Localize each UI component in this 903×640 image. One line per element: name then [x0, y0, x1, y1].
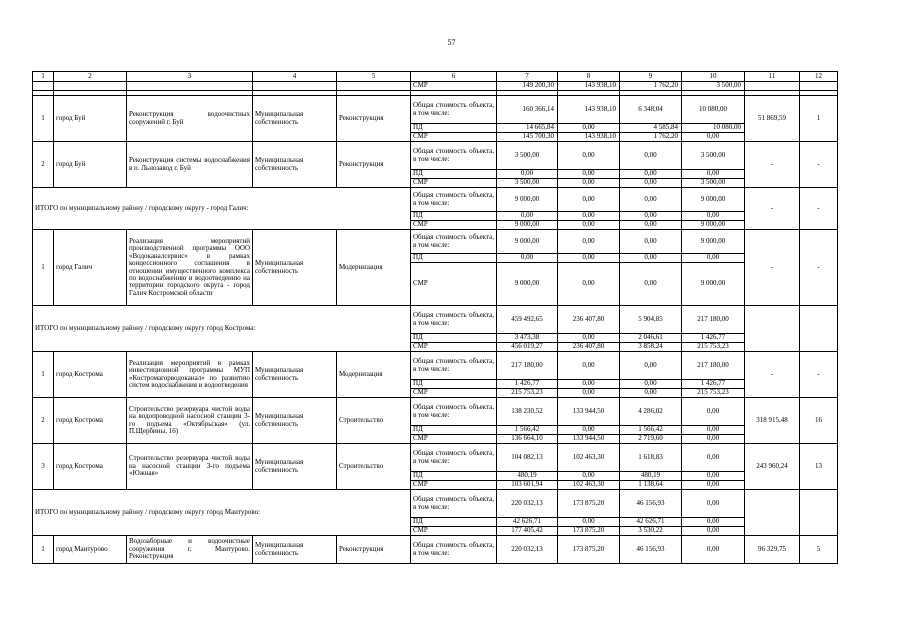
value-cell: 13 [800, 444, 838, 490]
value-cell: 51 869,59 [745, 96, 800, 142]
header-cell: 10 [682, 72, 745, 82]
row-number: 1 [33, 352, 54, 398]
value-cell: 138 230,52 [497, 398, 558, 426]
value-cell: 0,00 [620, 263, 682, 306]
header-cell: 4 [253, 72, 337, 82]
value-cell: 236 407,80 [558, 343, 620, 352]
row-number: 2 [33, 398, 54, 444]
row-label: Общая стоимость объекта, в том числе: [411, 352, 497, 380]
value-cell: - [800, 352, 838, 398]
value-cell: 3 530,22 [620, 527, 682, 536]
value-cell: 173 875,20 [558, 490, 620, 518]
value-cell: 4 286,02 [620, 398, 682, 426]
object-name: Реализация мероприятий в рамках инвестиционной программы МУП «Костромагорводоканал» по развитию систем водоснабжения и водоотведения [127, 352, 253, 398]
value-cell: 0,00 [558, 230, 620, 254]
value-cell: 9 000,00 [497, 221, 558, 230]
value-cell: 0,00 [558, 212, 620, 221]
table-row [33, 536, 838, 564]
value-cell: 0,00 [682, 170, 745, 179]
value-cell: 0,00 [558, 518, 620, 527]
row-number: 1 [33, 96, 54, 142]
object-name: Реализация мероприятий производственной программы ООО «Водоканалсервис» в рамках концессионного соглашения в отношении имущественного комплекса по водоснабжению и водоотведению на территории городского округа - город Галич Костромской области [127, 230, 253, 306]
page-number: 57 [447, 38, 456, 47]
value-cell: 459 492,65 [497, 306, 558, 334]
value-cell: 236 407,80 [558, 306, 620, 334]
table-row [33, 230, 838, 254]
value-cell: 3 500,00 [497, 179, 558, 188]
value-cell: 0,00 [682, 212, 745, 221]
value-cell: 143 938,10 [558, 82, 620, 91]
value-cell: 0,00 [682, 490, 745, 518]
value-cell: 0,00 [620, 352, 682, 380]
value-cell: 0,00 [497, 212, 558, 221]
value-cell: - [745, 188, 800, 230]
row-label: СМР [411, 263, 497, 306]
row-label: СМР [411, 343, 497, 352]
value-cell: 0,00 [558, 352, 620, 380]
row-label: СМР [411, 221, 497, 230]
subtotal-title: ИТОГО по муниципальному району / городскому округу город Мантурово: [33, 490, 411, 536]
row-label: ПД [411, 170, 497, 179]
value-cell: 215 753,23 [497, 389, 558, 398]
row-label: Общая стоимость объекта, в том числе: [411, 306, 497, 334]
value-cell: 456 019,27 [497, 343, 558, 352]
row-label: ПД [411, 380, 497, 389]
value-cell: 0,00 [620, 179, 682, 188]
value-cell: 0,00 [682, 133, 745, 142]
value-cell: 217 180,00 [682, 306, 745, 334]
value-cell: 1 566,42 [497, 426, 558, 435]
value-cell: 10 080,00 [682, 124, 745, 133]
header-cell: 6 [411, 72, 497, 82]
value-cell: 160 366,14 [497, 96, 558, 124]
value-cell: 1 762,20 [620, 82, 682, 91]
row-label: Общая стоимость объекта, в том числе: [411, 188, 497, 212]
value-cell: 0,00 [682, 426, 745, 435]
table-row [33, 398, 838, 426]
header-cell: 11 [745, 72, 800, 82]
value-cell: 46 156,93 [620, 490, 682, 518]
header-row [33, 72, 838, 82]
value-cell: 480,19 [620, 472, 682, 481]
value-cell: 0,00 [682, 444, 745, 472]
value-cell: 0,00 [558, 334, 620, 343]
value-cell: 1 426,77 [682, 380, 745, 389]
value-cell: 3 473,38 [497, 334, 558, 343]
value-cell: 217 180,00 [682, 352, 745, 380]
row-number: 2 [33, 142, 54, 188]
value-cell: - [800, 188, 838, 230]
value-cell: 2 046,61 [620, 334, 682, 343]
subtotal-row [33, 306, 838, 334]
row-label: ПД [411, 212, 497, 221]
header-cell: 9 [620, 72, 682, 82]
value-cell: 0,00 [682, 481, 745, 490]
value-cell: 3 500,00 [497, 142, 558, 170]
value-cell: 2 719,60 [620, 435, 682, 444]
value-cell: 220 032,13 [497, 536, 558, 564]
value-cell: 173 875,20 [558, 536, 620, 564]
investment-table [32, 71, 838, 564]
value-cell: 220 032,13 [497, 490, 558, 518]
object-name: Водозаборные и водоочистные сооружения г. Мантурово. Реконструкция [127, 536, 253, 564]
value-cell: 4 585,84 [620, 124, 682, 133]
value-cell: 136 664,10 [497, 435, 558, 444]
value-cell: 149 200,30 [497, 82, 558, 91]
value-cell: 0,00 [620, 212, 682, 221]
subtotal-title: ИТОГО по муниципальному району / городскому округу - город Галич: [33, 188, 411, 230]
value-cell: 46 156,93 [620, 536, 682, 564]
value-cell: 0,00 [620, 230, 682, 254]
value-cell: 133 944,50 [558, 435, 620, 444]
value-cell: 0,00 [558, 188, 620, 212]
value-cell: 0,00 [558, 179, 620, 188]
value-cell: 0,00 [682, 518, 745, 527]
value-cell: 96 329,75 [745, 536, 800, 564]
value-cell: 104 082,13 [497, 444, 558, 472]
work-type: Реконструкция [337, 536, 411, 564]
value-cell: 1 762,20 [620, 133, 682, 142]
work-type: Модернизация [337, 352, 411, 398]
row-number: 1 [33, 230, 54, 306]
value-cell: 14 665,84 [497, 124, 558, 133]
value-cell: 0,00 [682, 536, 745, 564]
value-cell: 1 426,77 [497, 380, 558, 389]
work-type: Строительство [337, 444, 411, 490]
value-cell: 0,00 [497, 254, 558, 263]
value-cell: 173 875,20 [558, 527, 620, 536]
value-cell: 9 000,00 [682, 188, 745, 212]
value-cell: 143 938,10 [558, 133, 620, 142]
city-cell: город Буй [54, 96, 127, 142]
header-cell: 1 [33, 72, 54, 82]
value-cell: 1 [800, 96, 838, 142]
ownership-cell: Муниципальная собственность [253, 398, 337, 444]
header-cell: 2 [54, 72, 127, 82]
value-cell: - [745, 142, 800, 188]
value-cell: 9 000,00 [497, 188, 558, 212]
row-label: ПД [411, 124, 497, 133]
value-cell: 10 080,00 [682, 96, 745, 124]
value-cell: 9 000,00 [682, 263, 745, 306]
row-label: СМР [411, 389, 497, 398]
header-cell: 7 [497, 72, 558, 82]
row-label: СМР [411, 133, 497, 142]
table-row [33, 82, 838, 91]
subtotal-row [33, 188, 838, 212]
value-cell: 9 000,00 [497, 263, 558, 306]
work-type: Модернизация [337, 230, 411, 306]
value-cell: - [745, 230, 800, 306]
value-cell: 5 904,85 [620, 306, 682, 334]
value-cell: 0,00 [558, 380, 620, 389]
value-cell: 0,00 [558, 142, 620, 170]
row-label: ПД [411, 254, 497, 263]
row-label: Общая стоимость объекта, в том числе: [411, 398, 497, 426]
city-cell: город Кострома [54, 444, 127, 490]
value-cell: 3 858,24 [620, 343, 682, 352]
row-label: Общая стоимость объекта, в том числе: [411, 444, 497, 472]
value-cell: - [745, 352, 800, 398]
row-label: Общая стоимость объекта, в том числе: [411, 490, 497, 518]
value-cell: 6 348,04 [620, 96, 682, 124]
ownership-cell: Муниципальная собственность [253, 230, 337, 306]
value-cell: 103 601,94 [497, 481, 558, 490]
value-cell: 133 944,50 [558, 398, 620, 426]
value-cell: 102 463,30 [558, 481, 620, 490]
value-cell: 9 000,00 [497, 230, 558, 254]
value-cell: 145 700,30 [497, 133, 558, 142]
value-cell: - [800, 230, 838, 306]
value-cell: 0,00 [558, 472, 620, 481]
city-cell: город Буй [54, 142, 127, 188]
value-cell: 143 938,10 [558, 96, 620, 124]
work-type: Реконструкция [337, 96, 411, 142]
value-cell: 0,00 [558, 389, 620, 398]
value-cell: 177 405,42 [497, 527, 558, 536]
value-cell: 0,00 [620, 142, 682, 170]
work-type: Строительство [337, 398, 411, 444]
object-name: Реконструкция системы водоснабжения в п. Льнозавод г. Буй [127, 142, 253, 188]
value-cell: 215 753,23 [682, 343, 745, 352]
value-cell: 0,00 [682, 254, 745, 263]
object-name: Строительство резервуара чистой воды на водопроводной насосной станции 3-го подъема «Октябрьская» (ул. П.Щербины, 16) [127, 398, 253, 444]
value-cell: 1 138,64 [620, 481, 682, 490]
value-cell: 0,00 [620, 380, 682, 389]
table-row [33, 142, 838, 170]
object-name: Реконструкция водоочистных сооружений г. Буй [127, 96, 253, 142]
value-cell: 0,00 [558, 221, 620, 230]
value-cell: 9 000,00 [682, 230, 745, 254]
row-label: ПД [411, 426, 497, 435]
row-label: Общая стоимость объекта, в том числе: [411, 96, 497, 124]
value-cell: 0,00 [620, 389, 682, 398]
value-cell: 0,00 [620, 221, 682, 230]
header-cell: 3 [127, 72, 253, 82]
ownership-cell: Муниципальная собственность [253, 536, 337, 564]
value-cell: 0,00 [682, 435, 745, 444]
value-cell: 0,00 [620, 254, 682, 263]
value-cell: 0,00 [558, 263, 620, 306]
value-cell: 42 626,71 [620, 518, 682, 527]
value-cell: 0,00 [497, 170, 558, 179]
value-cell: 102 463,30 [558, 444, 620, 472]
value-cell: 0,00 [682, 472, 745, 481]
ownership-cell: Муниципальная собственность [253, 96, 337, 142]
table-row [33, 352, 838, 380]
row-label: СМР [411, 179, 497, 188]
value-cell: 1 566,42 [620, 426, 682, 435]
value-cell: 217 180,00 [497, 352, 558, 380]
row-label: СМР [411, 82, 497, 91]
city-cell: город Кострома [54, 352, 127, 398]
ownership-cell: Муниципальная собственность [253, 142, 337, 188]
city-cell: город Мантурово [54, 536, 127, 564]
value-cell: 0,00 [558, 170, 620, 179]
subtotal-title: ИТОГО по муниципальному району / городскому округу город Кострома: [33, 306, 411, 352]
value-cell: 42 626,71 [497, 518, 558, 527]
header-cell: 5 [337, 72, 411, 82]
row-label: Общая стоимость объекта, в том числе: [411, 142, 497, 170]
value-cell: 0,00 [682, 527, 745, 536]
row-label: ПД [411, 334, 497, 343]
header-cell: 8 [558, 72, 620, 82]
row-label: СМР [411, 435, 497, 444]
row-number: 3 [33, 444, 54, 490]
table-row [33, 444, 838, 472]
row-label: ПД [411, 518, 497, 527]
value-cell: 3 500,00 [682, 179, 745, 188]
value-cell: 480,19 [497, 472, 558, 481]
value-cell: 3 500,00 [682, 82, 745, 91]
value-cell: 16 [800, 398, 838, 444]
header-cell: 12 [800, 72, 838, 82]
value-cell: 318 915,48 [745, 398, 800, 444]
value-cell: 5 [800, 536, 838, 564]
row-label: СМР [411, 481, 497, 490]
value-cell: 0,00 [558, 426, 620, 435]
value-cell: 0,00 [620, 188, 682, 212]
value-cell: 0,00 [682, 398, 745, 426]
ownership-cell: Муниципальная собственность [253, 444, 337, 490]
value-cell: 1 618,83 [620, 444, 682, 472]
row-label: СМР [411, 527, 497, 536]
value-cell: 0,00 [558, 254, 620, 263]
value-cell: 0,00 [558, 124, 620, 133]
value-cell: 0,00 [620, 170, 682, 179]
object-name: Строительство резервуара чистой воды на насосной станции 3-го подъема «Южная» [127, 444, 253, 490]
value-cell: 9 000,00 [682, 221, 745, 230]
work-type: Реконструкция [337, 142, 411, 188]
row-label: ПД [411, 472, 497, 481]
ownership-cell: Муниципальная собственность [253, 352, 337, 398]
city-cell: город Галич [54, 230, 127, 306]
table-row [33, 96, 838, 124]
value-cell: 1 426,77 [682, 334, 745, 343]
row-number: 1 [33, 536, 54, 564]
value-cell: 243 960,24 [745, 444, 800, 490]
subtotal-row [33, 490, 838, 518]
value-cell: - [800, 142, 838, 188]
city-cell: город Кострома [54, 398, 127, 444]
value-cell: 3 500,00 [682, 142, 745, 170]
value-cell: 215 753,23 [682, 389, 745, 398]
row-label: Общая стоимость объекта, в том числе: [411, 536, 497, 564]
row-label: Общая стоимость объекта, в том числе: [411, 230, 497, 254]
